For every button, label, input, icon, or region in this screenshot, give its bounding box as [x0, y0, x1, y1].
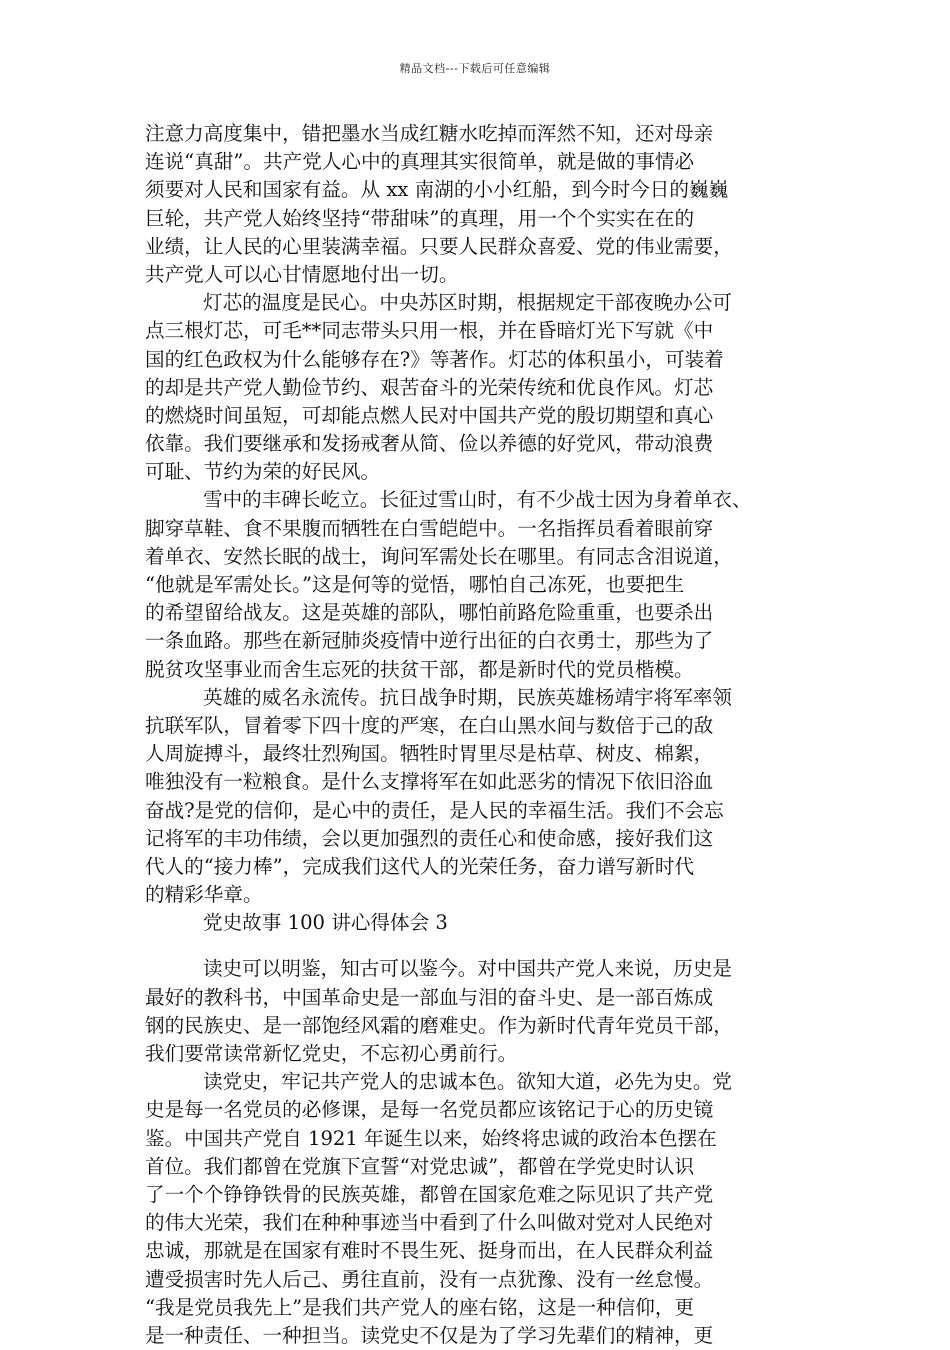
- paragraph-line: 的却是共产党人勤俭节约、艰苦奋斗的光荣传统和优良作风。灯芯: [145, 375, 714, 399]
- paragraph-line: “我是党员我先上”是我们共产党人的座右铭，这是一种信仰，更: [145, 1295, 695, 1319]
- paragraph-line: 脱贫攻坚事业而舍生忘死的扶贫干部，都是新时代的党员楷模。: [145, 657, 694, 681]
- paragraph-line: 着单衣、安然长眠的战士，询问军需处长在哪里。有同志含泪说道，: [145, 544, 733, 568]
- paragraph-line: 一条血路。那些在新冠肺炎疫情中逆行出征的白衣勇士，那些为了: [145, 629, 714, 653]
- paragraph-line: 英雄的威名永流传。抗日战争时期，民族英雄杨靖宇将军率领: [203, 685, 733, 709]
- paragraph-block6: [145, 1068, 815, 1350]
- paragraph-line: 的精彩华章。: [145, 883, 263, 907]
- paragraph-line: 钢的民族史、是一部饱经风霜的磨难史。作为新时代青年党员干部，: [145, 1013, 733, 1037]
- paragraph-line: 奋战?是党的信仰，是心中的责任，是人民的幸福生活。我们不会忘: [145, 798, 724, 822]
- section-title: 党史故事 100 讲心得体会 3: [203, 911, 448, 935]
- paragraph-line: 点三根灯芯，可毛**同志带头只用一根，并在昏暗灯光下写就《中: [145, 319, 714, 343]
- paragraph-line: 须要对人民和国家有益。从 xx 南湖的小小红船，到今时今日的巍巍: [145, 178, 729, 202]
- paragraph-block1: [145, 120, 815, 289]
- paragraph-line: 读党史，牢记共产党人的忠诚本色。欲知大道，必先为史。党: [203, 1070, 733, 1094]
- paragraph-line: 遭受损害时先人后己、勇往直前，没有一点犹豫、没有一丝怠慢。: [145, 1267, 714, 1291]
- paragraph-line: 的希望留给战友。这是英雄的部队，哪怕前路危险重重，也要杀出: [145, 601, 714, 625]
- paragraph-line: 抗联军队，冒着零下四十度的严寒，在白山黑水间与数倍于己的敌: [145, 713, 714, 737]
- paragraph-line: 注意力高度集中，错把墨水当成红糖水吃掉而浑然不知，还对母亲: [145, 122, 714, 145]
- paragraph-line: 了一个个铮铮铁骨的民族英雄，都曾在国家危难之际见识了共产党: [145, 1182, 714, 1206]
- paragraph-line: 人周旋搏斗，最终壮烈殉国。牺牲时胃里尽是枯草、树皮、棉絮，: [145, 742, 714, 766]
- paragraph-block3: [145, 486, 815, 683]
- section-spacer: [145, 937, 815, 955]
- paragraph-line: 代人的“接力棒”，完成我们这代人的光荣任务，奋力谱写新时代: [145, 854, 695, 878]
- paragraph-line: 的燃烧时间虽短，可却能点燃人民对中国共产党的殷切期望和真心: [145, 403, 714, 427]
- paragraph-line: 最好的教科书，中国革命史是一部血与泪的奋斗史、是一部百炼成: [145, 985, 714, 1009]
- paragraph-block2: [145, 289, 815, 486]
- paragraph-line: 读史可以明鉴，知古可以鉴今。对中国共产党人来说，历史是: [203, 957, 733, 981]
- paragraph-line: 共产党人可以心甘情愿地付出一切。: [145, 262, 459, 286]
- paragraph-block5: [145, 955, 815, 1068]
- paragraph-line: 是一种责任、一种担当。读党史不仅是为了学习先辈们的精神，更: [145, 1323, 714, 1347]
- paragraph-line: 的伟大光荣，我们在种种事迹当中看到了什么叫做对党对人民绝对: [145, 1211, 714, 1235]
- paragraph-line: 记将军的丰功伟绩，会以更加强烈的责任心和使命感，接好我们这: [145, 826, 714, 850]
- paragraph-line: 鉴。中国共产党自 1921 年诞生以来，始终将忠诚的政治本色摆在: [145, 1126, 717, 1150]
- paragraph-line: 依靠。我们要继承和发扬戒奢从简、俭以养德的好党风，带动浪费: [145, 432, 714, 456]
- paragraph-line: 唯独没有一粒粮食。是什么支撑将军在如此恶劣的情况下依旧浴血: [145, 770, 714, 794]
- paragraph-line: 国的红色政权为什么能够存在?》等著作。灯芯的体积虽小，可装着: [145, 347, 724, 371]
- paragraph-line: 业绩，让人民的心里装满幸福。只要人民群众喜爱、党的伟业需要，: [145, 234, 733, 258]
- paragraph-line: 雪中的丰碑长屹立。长征过雪山时，有不少战士因为身着单衣、: [203, 488, 752, 512]
- paragraph-line: 史是每一名党员的必修课，是每一名党员都应该铭记于心的历史镜: [145, 1098, 714, 1122]
- page-header: 精品文档---下载后可任意编辑: [399, 62, 551, 75]
- paragraph-line: 可耻、节约为荣的好民风。: [145, 460, 381, 484]
- paragraph-line: 首位。我们都曾在党旗下宣誓“对党忠诚”，都曾在学党史时认识: [145, 1154, 695, 1178]
- paragraph-line: 脚穿草鞋、食不果腹而牺牲在白雪皑皑中。一名指挥员看着眼前穿: [145, 516, 714, 540]
- paragraph-line: 忠诚，那就是在国家有难时不畏生死、挺身而出，在人民群众利益: [145, 1239, 714, 1263]
- document-body: [145, 120, 815, 1350]
- paragraph-line: 连说“真甜”。共产党人心中的真理其实很简单，就是做的事情必: [145, 150, 695, 174]
- paragraph-block4: [145, 684, 815, 910]
- paragraph-line: 我们要常读常新忆党史，不忘初心勇前行。: [145, 1042, 518, 1065]
- paragraph-line: “他就是军需处长。”这是何等的觉悟，哪怕自己冻死，也要把生: [145, 573, 685, 596]
- paragraph-line: 巨轮，共产党人始终坚持“带甜味”的真理，用一个个实实在在的: [145, 206, 695, 230]
- paragraph-line: 灯芯的温度是民心。中央苏区时期，根据规定干部夜晚办公可: [203, 291, 733, 315]
